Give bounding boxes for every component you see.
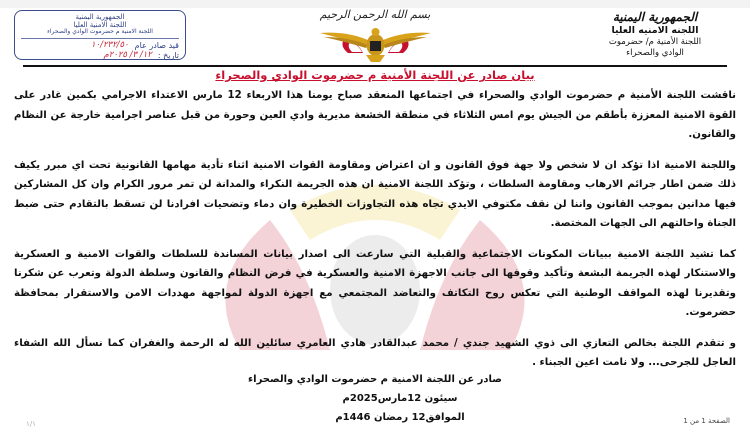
stamp-ref-value: ١٠/٢٣٢/٥٠ bbox=[90, 39, 129, 50]
eagle-emblem-icon bbox=[318, 25, 433, 63]
stamp-line3: اللجنة الامنية م حضرموت الوادي والصحراء bbox=[47, 28, 153, 36]
dates-block bbox=[0, 389, 750, 427]
letterhead-subcommittee: اللجنة الأمنية م/ حضرموت bbox=[608, 36, 702, 47]
paragraph-4: و تتقدم اللجنة بخالص التعازي الى ذوي الشهيد جندي / محمد عبدالقادر هادي العامري سائلين الله له الرحمة والغفران كما نسأل الله الشفاء العاجل للجرحى... ولا نامت اعين الجبناء . bbox=[14, 337, 736, 368]
stamp-divider bbox=[21, 38, 179, 39]
basmala: بسم الله الرحمن الرحيم bbox=[319, 8, 431, 21]
top-band bbox=[0, 0, 750, 8]
hijri-date: الموافق12 رمضان 1446م bbox=[335, 412, 465, 423]
header-divider bbox=[23, 65, 727, 67]
paragraph-2: واللجنة الامنية اذا تؤكد ان لا شخص ولا جهة فوق القانون و ان اعتراض ومقاومة القوات الامنية اثناء تأدية مهامها القانونية تحت اي مبرر يكيف ذلك ضمن اطار جرائم الارهاب ومقاومة السلطات ، وتؤكد اللجنة الامنية ان هذه الجريمة النكراء والمدانة لن تمر مرور الكرام وان كل المشاركين فيها مدانين بموجب القانون واننا لن نقف مكتوفي الايدي تجاه هذه التجاوزات الخطيرة وان دماء وتضحيات افرادنا لن تسقط بالتقادم حتى ضبط الجناة واحالتهم الى الجهات المختصة. bbox=[14, 159, 736, 229]
issuer-line: صادر عن اللجنة الامنية م حضرموت الوادي والصحراء bbox=[248, 374, 502, 385]
paragraph-1: ناقشت اللجنة الأمنية م حضرموت الوادي والصحراء في اجتماعها المنعقد صباح يومنا هذا الاربعاء 12 مارس الاعتداء الاجرامي بكمين غادر على القوة الامنية المعززة بأطقم من الجيش يوم امس الثلاثاء في منطقة الخشعة مديرية وادي العين وحورة من قبل عناصر اجرامية خارجة عن النظام والقانون. bbox=[14, 90, 737, 140]
letterhead-republic: الجمهورية اليمنية bbox=[612, 10, 698, 24]
stamp-date-value: ١٢/ ٣/ ٢٠٢٥م bbox=[103, 49, 152, 60]
paragraph-3: كما تشيد اللجنة الامنية ببيانات المكونات الاجتماعية والقبلية التي سارعت الى اصدار بيانات المساندة للسلطات والقوات الامنية و العسكرية والاستنكار لهذه الجريمة البشعة وتأكيد وقوفها الى جانب الاجهزة الامنية والعسكرية في فرض النظام والقانون وسلطة الدولة وتعرب عن شكرنا وتقديرنا لهذه المواقف الوطنية التي تعكس روح التكاتف والتعاضد المجتمعي مع اجهزة الدولة لمواجهة مهددات الامن والاستقرار بمحافظة حضرموت. bbox=[14, 248, 736, 318]
letterhead-region: الوادي والصحراء bbox=[626, 47, 684, 58]
stamp-ref-row bbox=[21, 41, 179, 51]
stamp-ref-label: قيد صادر عام bbox=[134, 40, 179, 50]
gregorian-date: سيئون 12مارس2025م bbox=[342, 393, 458, 404]
statement-body bbox=[14, 86, 736, 384]
stamp-line1: الجمهورية اليمنية bbox=[75, 13, 125, 21]
letterhead-committee: اللجنه الامنيه العليا bbox=[611, 25, 699, 36]
registry-stamp bbox=[14, 10, 186, 60]
letterhead-right bbox=[580, 10, 730, 58]
statement-title: بيان صادر عن اللجنة الأمنية م حضرموت الوادي والصحراء bbox=[215, 68, 535, 82]
signature-block bbox=[0, 370, 750, 389]
page-fraction: ١/١ bbox=[26, 420, 36, 428]
stamp-date-label: تاريخ : bbox=[157, 50, 179, 60]
stamp-date-row bbox=[21, 51, 179, 61]
stamp-line2: اللجنة الامنية العليا bbox=[73, 21, 127, 30]
page-number: الصفحة 1 من 1 bbox=[683, 417, 730, 425]
